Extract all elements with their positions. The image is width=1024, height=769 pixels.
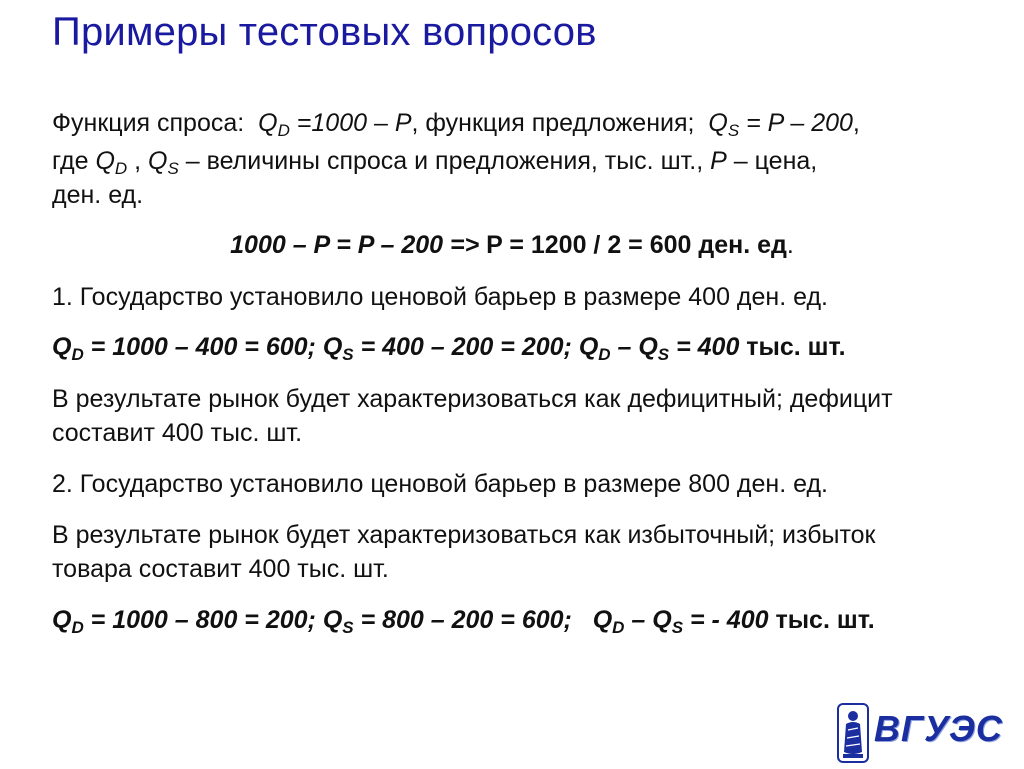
demand-label: Функция спроса: xyxy=(52,109,245,137)
case1-result-line2: составит 400 тыс. шт. xyxy=(52,419,303,447)
variables-definition: где $Q_D$ , $Q_S$ – величины спроса и предложения, тыс. шт., P – цена, xyxy=(52,147,818,178)
page-title: Примеры тестовых вопросов xyxy=(52,10,597,54)
case2-result-line2: товара составит 400 тыс. шт. xyxy=(52,555,389,583)
case2-heading: 2. Государство установило ценовой барьер в размере 800 ден. ед. xyxy=(52,470,828,498)
case1-calculation: $Q_D = 1000 - 400 = 600$; $Q_S = 400 - 200 = 200$; $Q_D - Q_S = 400$ тыс. шт. xyxy=(52,333,846,364)
supply-function: $Q_S = P - 200$ xyxy=(708,109,853,140)
unit-text: ден. ед. xyxy=(52,181,144,209)
supply-label: , функция предложения; xyxy=(411,109,695,137)
case1-heading: 1. Государство установило ценовой барьер в размере 400 ден. ед. xyxy=(52,283,828,311)
case2-calculation: $Q_D = 1000 - 800 = 200$; $Q_S = 800 - 200 = 600$; $Q_D - Q_S$ = - 400 тыс. шт. xyxy=(52,606,875,637)
case1-result-line1: В результате рынок будет характеризоваться как дефицитный; дефицит xyxy=(52,385,893,413)
equilibrium-equation: 1000 – P = P – 200 => P = 1200 / 2 = 600 ден. ед. xyxy=(230,231,794,259)
demand-function: $Q_D =1000 - P$ xyxy=(258,109,412,140)
university-logo xyxy=(836,702,1003,764)
case2-result-line1: В результате рынок будет характеризоваться как избыточный; избыток xyxy=(52,521,876,549)
statue-emblem-icon xyxy=(836,702,870,764)
demand-supply-definition: Функция спроса: $Q_D =1000 - P$, функция предложения; $Q_S = P - 200$, xyxy=(52,109,860,140)
logo-text: ВГУЭС xyxy=(874,708,1003,749)
